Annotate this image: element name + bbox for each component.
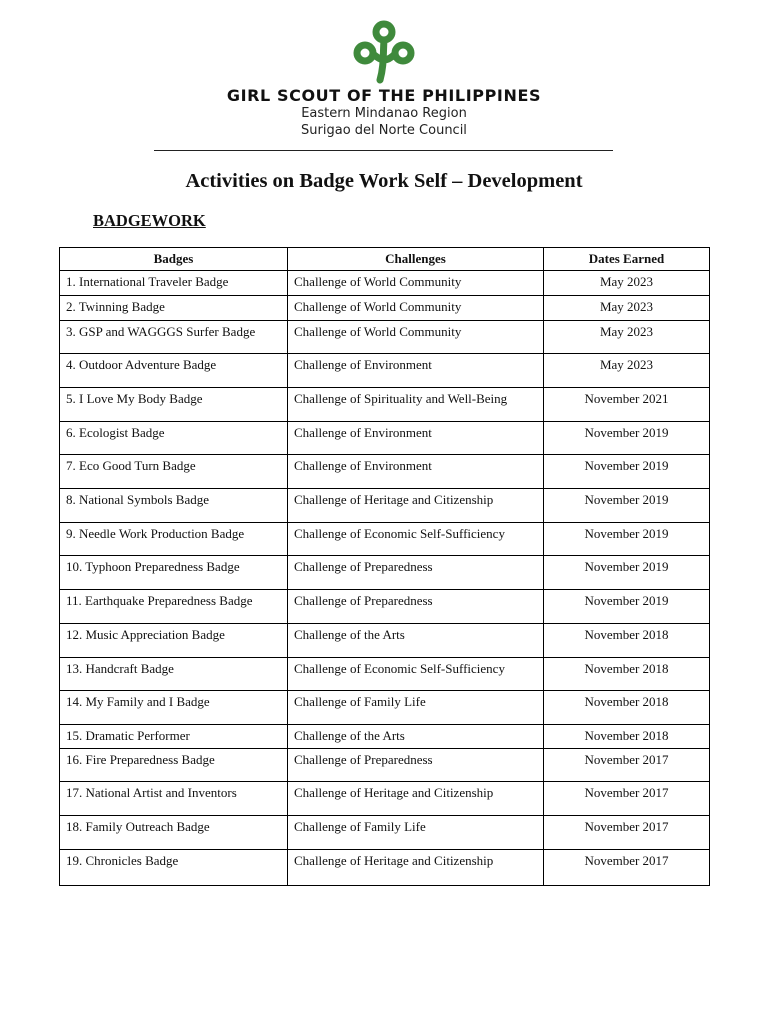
challenge-cell: Challenge of World Community [288, 296, 544, 321]
column-header-badges: Badges [60, 248, 288, 271]
table-row [60, 296, 710, 321]
badge-cell: 14. My Family and I Badge [60, 691, 288, 725]
challenge-cell: Challenge of Family Life [288, 691, 544, 725]
badge-cell: 9. Needle Work Production Badge [60, 523, 288, 556]
table-row [60, 782, 710, 816]
badge-cell: 5. I Love My Body Badge [60, 388, 288, 422]
badge-cell: 13. Handcraft Badge [60, 658, 288, 691]
table-row [60, 850, 710, 886]
challenge-cell: Challenge of Environment [288, 354, 544, 388]
badge-cell: 19. Chronicles Badge [60, 850, 288, 886]
challenge-cell: Challenge of Economic Self-Sufficiency [288, 658, 544, 691]
badge-cell: 16. Fire Preparedness Badge [60, 749, 288, 782]
table-row [60, 590, 710, 624]
table-row [60, 658, 710, 691]
date-cell: November 2017 [544, 782, 710, 816]
date-cell: November 2019 [544, 556, 710, 590]
date-cell: November 2019 [544, 523, 710, 556]
challenge-cell: Challenge of Preparedness [288, 590, 544, 624]
badge-cell: 7. Eco Good Turn Badge [60, 455, 288, 489]
challenge-cell: Challenge of World Community [288, 321, 544, 354]
challenge-cell: Challenge of Preparedness [288, 556, 544, 590]
org-name: GIRL SCOUT OF THE PHILIPPINES [226, 86, 542, 105]
table-row [60, 624, 710, 658]
challenge-cell: Challenge of Heritage and Citizenship [288, 782, 544, 816]
challenge-cell: Challenge of World Community [288, 271, 544, 296]
council-name: Surigao del Norte Council [301, 123, 467, 138]
date-cell: November 2018 [544, 691, 710, 725]
table-row [60, 725, 710, 749]
table-row [60, 816, 710, 850]
badge-table [59, 247, 710, 886]
table-row [60, 354, 710, 388]
challenge-cell: Challenge of Heritage and Citizenship [288, 850, 544, 886]
region-name: Eastern Mindanao Region [301, 106, 467, 121]
challenge-cell: Challenge of Family Life [288, 816, 544, 850]
date-cell: May 2023 [544, 271, 710, 296]
table-row [60, 455, 710, 489]
trefoil-icon [350, 18, 418, 84]
date-cell: November 2021 [544, 388, 710, 422]
badge-cell: 6. Ecologist Badge [60, 422, 288, 455]
challenge-cell: Challenge of the Arts [288, 725, 544, 749]
table-row [60, 691, 710, 725]
date-cell: November 2019 [544, 590, 710, 624]
column-header-challenges: Challenges [288, 248, 544, 271]
badge-cell: 4. Outdoor Adventure Badge [60, 354, 288, 388]
challenge-cell: Challenge of Heritage and Citizenship [288, 489, 544, 523]
date-cell: November 2017 [544, 749, 710, 782]
badge-cell: 10. Typhoon Preparedness Badge [60, 556, 288, 590]
challenge-cell: Challenge of Economic Self-Sufficiency [288, 523, 544, 556]
date-cell: November 2019 [544, 489, 710, 523]
table-row [60, 749, 710, 782]
date-cell: November 2018 [544, 658, 710, 691]
challenge-cell: Challenge of Preparedness [288, 749, 544, 782]
date-cell: November 2017 [544, 850, 710, 886]
section-heading: BADGEWORK [93, 211, 206, 230]
header-divider [154, 150, 613, 151]
challenge-cell: Challenge of Environment [288, 455, 544, 489]
date-cell: May 2023 [544, 296, 710, 321]
challenge-cell: Challenge of the Arts [288, 624, 544, 658]
badge-cell: 3. GSP and WAGGGS Surfer Badge [60, 321, 288, 354]
table-header-row [60, 248, 710, 271]
table-row [60, 321, 710, 354]
table-row [60, 556, 710, 590]
date-cell: November 2019 [544, 422, 710, 455]
table-row [60, 489, 710, 523]
badge-cell: 11. Earthquake Preparedness Badge [60, 590, 288, 624]
date-cell: May 2023 [544, 321, 710, 354]
table-row [60, 422, 710, 455]
date-cell: November 2019 [544, 455, 710, 489]
badge-cell: 2. Twinning Badge [60, 296, 288, 321]
challenge-cell: Challenge of Environment [288, 422, 544, 455]
date-cell: November 2018 [544, 624, 710, 658]
date-cell: November 2018 [544, 725, 710, 749]
challenge-cell: Challenge of Spirituality and Well-Being [288, 388, 544, 422]
date-cell: November 2017 [544, 816, 710, 850]
document-title: Activities on Badge Work Self – Development [185, 170, 583, 192]
table-row [60, 388, 710, 422]
badge-cell: 18. Family Outreach Badge [60, 816, 288, 850]
table-row [60, 523, 710, 556]
date-cell: May 2023 [544, 354, 710, 388]
badge-cell: 17. National Artist and Inventors [60, 782, 288, 816]
badge-cell: 1. International Traveler Badge [60, 271, 288, 296]
badge-cell: 12. Music Appreciation Badge [60, 624, 288, 658]
table-row [60, 271, 710, 296]
badge-cell: 15. Dramatic Performer [60, 725, 288, 749]
column-header-dates-earned: Dates Earned [544, 248, 710, 271]
badge-cell: 8. National Symbols Badge [60, 489, 288, 523]
